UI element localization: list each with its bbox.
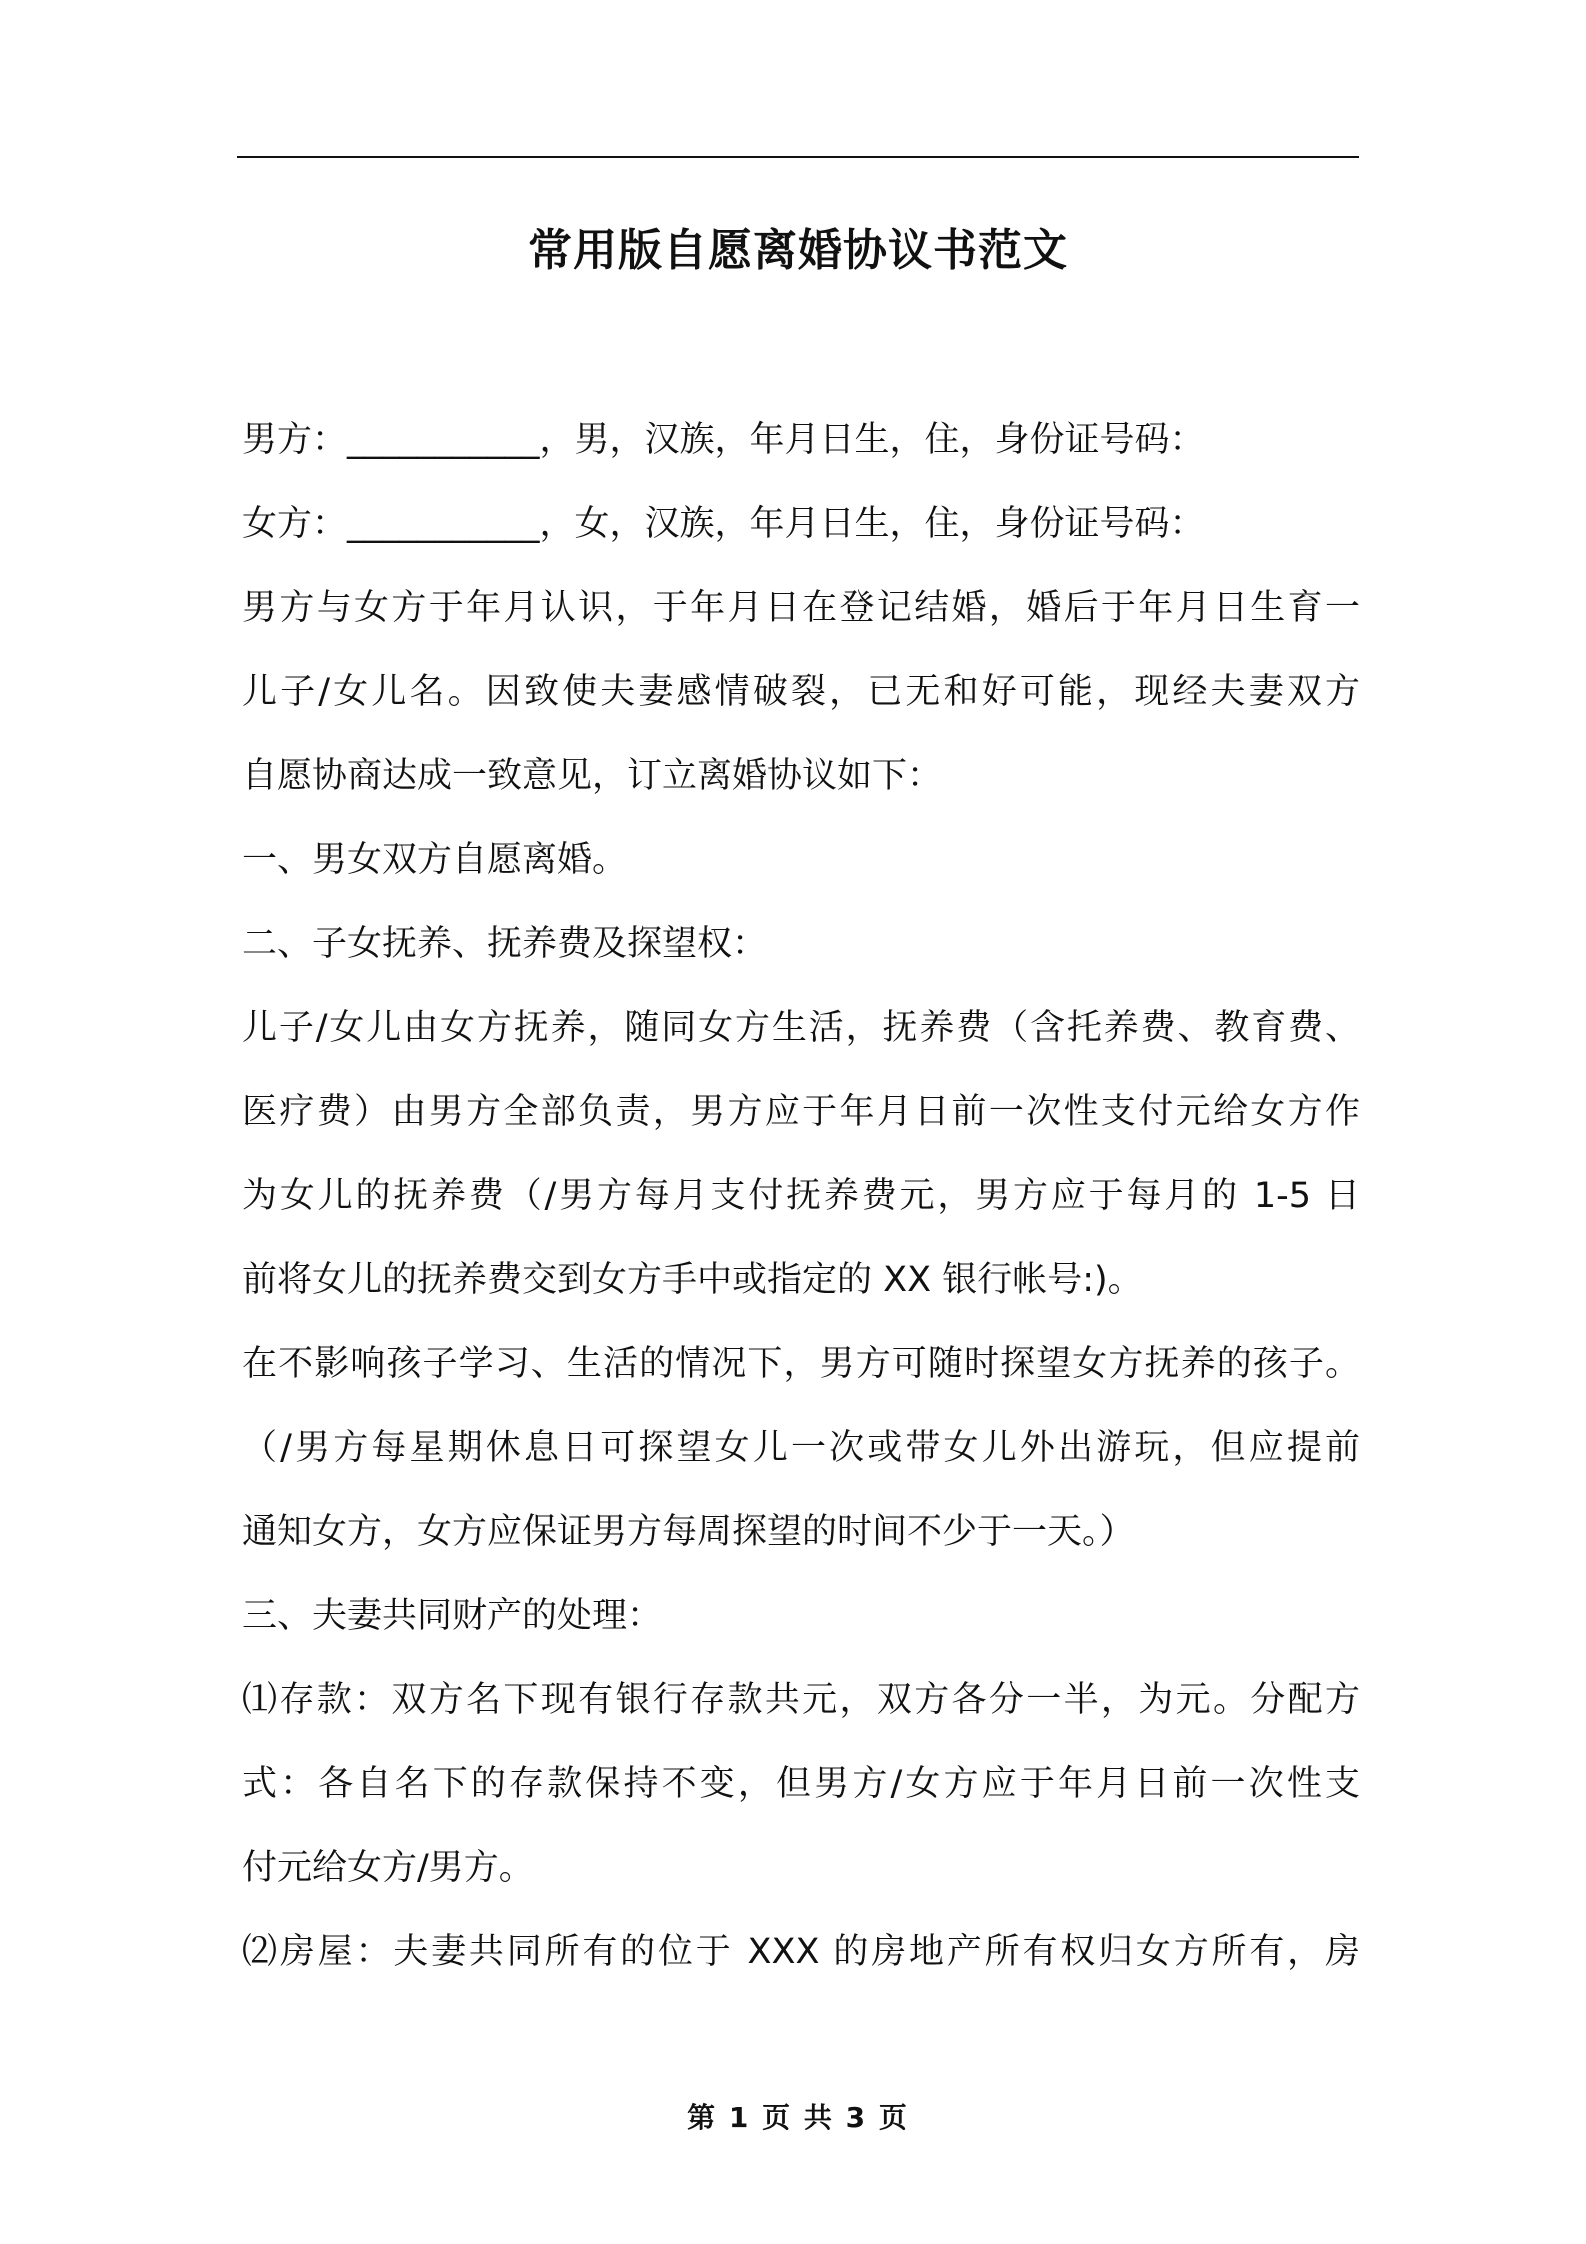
- page-number-footer: 第 1 页 共 3 页: [687, 2101, 909, 2134]
- paragraph-line: 前将女儿的抚养费交到女方手中或指定的 XX 银行帐号:)。: [242, 1260, 1143, 1300]
- paragraph-line: 男方与女方于年月认识，于年月日在登记结婚，婚后于年月日生育一: [242, 588, 1360, 628]
- paragraph-line: 儿子/女儿由女方抚养，随同女方生活，抚养费（含托养费、教育费、: [242, 1008, 1360, 1048]
- paragraph-line: 男方：___________，男，汉族，年月日生，住，身份证号码：: [242, 420, 1205, 460]
- paragraph-line: 儿子/女儿名。因致使夫妻感情破裂，已无和好可能，现经夫妻双方: [242, 672, 1360, 712]
- paragraph-line: ⑴存款：双方名下现有银行存款共元，双方各分一半，为元。分配方: [242, 1680, 1360, 1720]
- paragraph-line: 自愿协商达成一致意见，订立离婚协议如下：: [242, 756, 943, 796]
- document-body: [242, 398, 1360, 1994]
- paragraph-line: 医疗费）由男方全部负责，男方应于年月日前一次性支付元给女方作: [242, 1092, 1360, 1132]
- document-title: 常用版自愿离婚协议书范文: [528, 225, 1068, 276]
- section-heading: 二、子女抚养、抚养费及探望权：: [242, 924, 768, 964]
- paragraph-line: 在不影响孩子学习、生活的情况下，男方可随时探望女方抚养的孩子。: [242, 1344, 1360, 1384]
- paragraph-line: ⑵房屋：夫妻共同所有的位于 XXX 的房地产所有权归女方所有，房: [242, 1932, 1360, 1972]
- paragraph-line: 付元给女方/男方。: [242, 1848, 534, 1888]
- paragraph-line: 式：各自名下的存款保持不变，但男方/女方应于年月日前一次性支: [242, 1764, 1360, 1804]
- section-heading: 一、男女双方自愿离婚。: [242, 840, 628, 880]
- paragraph-line: （/男方每星期休息日可探望女儿一次或带女儿外出游玩，但应提前: [242, 1428, 1360, 1468]
- header-rule: [237, 156, 1359, 158]
- paragraph-line: 为女儿的抚养费（/男方每月支付抚养费元，男方应于每月的 1-5 日: [242, 1176, 1360, 1216]
- section-heading: 三、夫妻共同财产的处理：: [242, 1596, 663, 1636]
- paragraph-line: 通知女方，女方应保证男方每周探望的时间不少于一天。）: [242, 1512, 1135, 1552]
- paragraph-line: 女方：___________，女，汉族，年月日生，住，身份证号码：: [242, 504, 1205, 544]
